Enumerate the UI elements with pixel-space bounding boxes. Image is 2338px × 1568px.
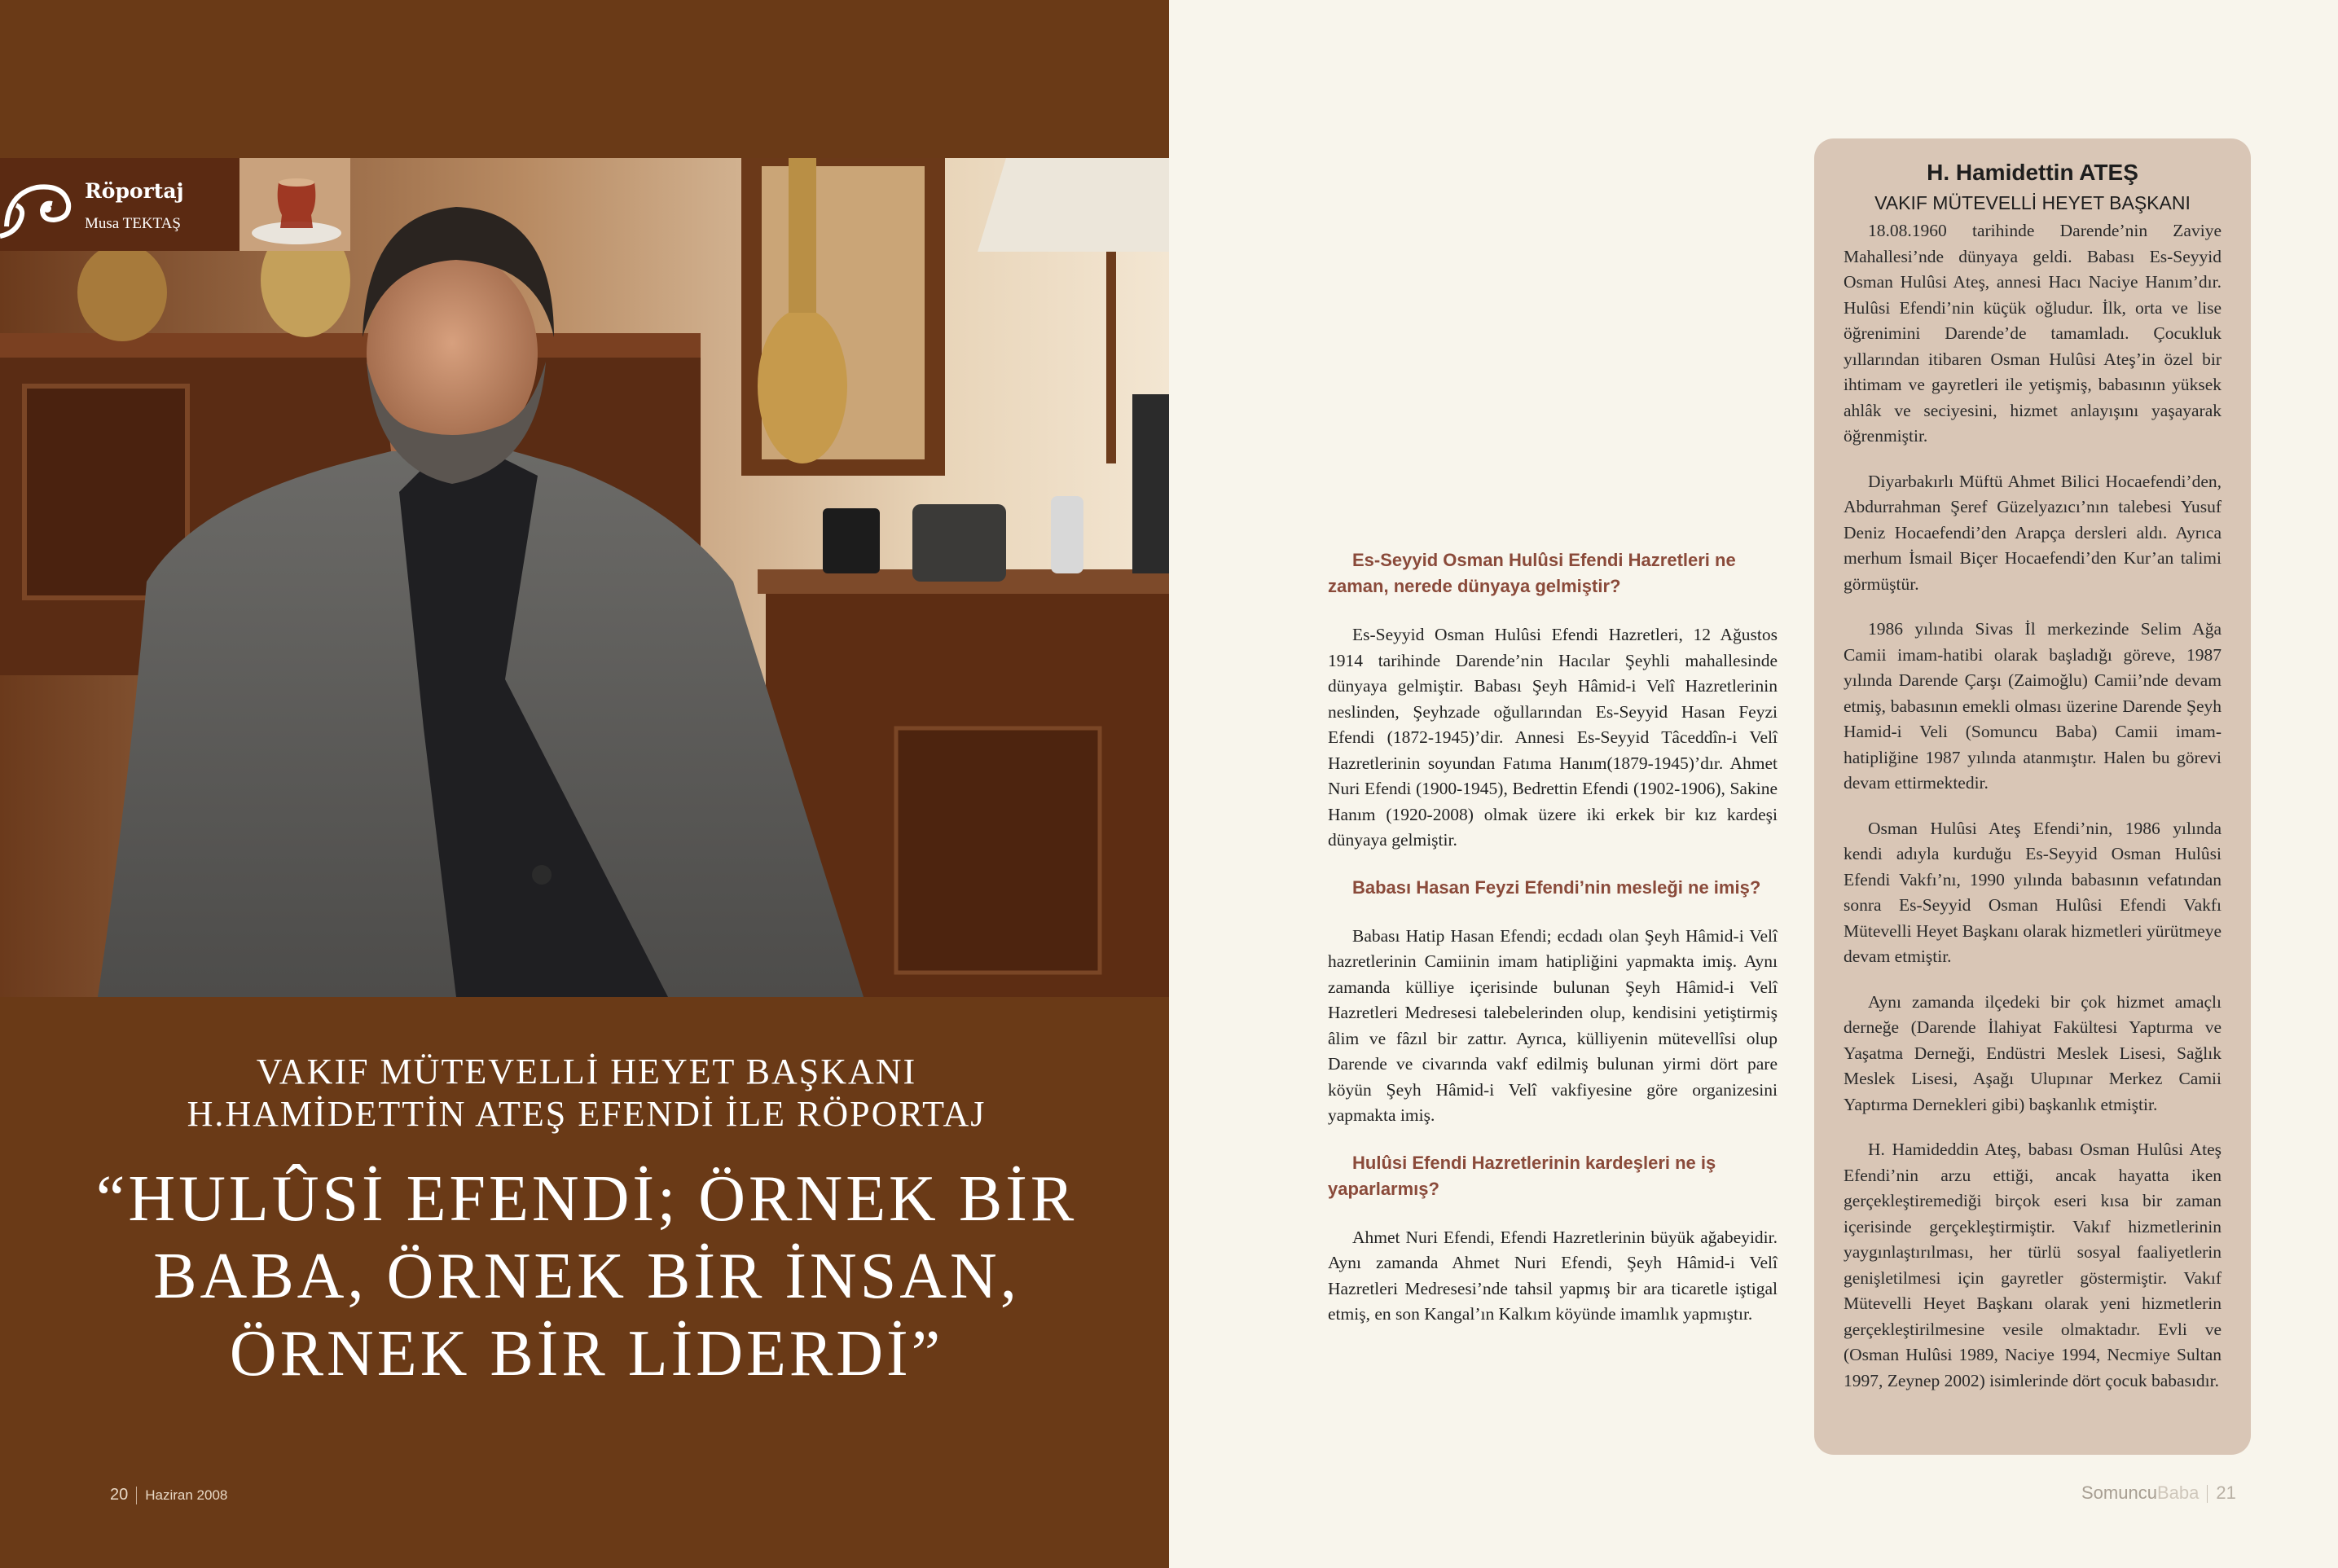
bio-paragraph: 1986 yılında Sivas İl merkezinde Selim Ağa Camii imam-hatibi olarak başladığı göreve, 1987 yılında Darende Çarşı (Zaimoğlu) Camii’nde devam etmiş, babasının emekli olması üzerine Darende Şeyh Hamid-i Veli (Somuncu Baba) Camii imam-hatipliğine 1987 yılında atanmıştır. Halen bu görevi devam ettirmektedir. [1844, 619, 2222, 793]
tea-glass-photo [240, 158, 350, 251]
subtitle-line-1: VAKIF MÜTEVELLİ HEYET BAŞKANI [256, 1052, 917, 1091]
answer-1: Es-Seyyid Osman Hulûsi Efendi Hazretleri, 12 Ağustos 1914 tarihinde Darende’nin Hacılar Şeyhli mahallesinde dünyaya gelmiştir. Babası Şeyh Hâmid-i Velî Hazretlerinin neslinden, Şeyhzade oğullarından Es-Seyyid Hasan Feyzi Efendi (1872-1945)’dir. Annesi Es-Seyyid Tâceddîn-i Velî Hazretlerinin soyundan Fatıma Hanım(1879-1945)’dır. Ahmet Nuri Efendi (1900-1945), Bedrettin Efendi (1902-1906), Sakine Hanım (1920-2008) olmak üzere iki erkek bir kız kardeşi dünyaya gelmiştir. [1328, 625, 1778, 850]
left-footer [110, 1486, 227, 1504]
magazine-logo: SomuncuBaba [2081, 1482, 2200, 1503]
question-3: Hulûsi Efendi Hazretlerinin kardeşleri ne iş yaparlarmış? [1328, 1152, 1716, 1199]
subtitle-line-2: H.HAMİDETTİN ATEŞ EFENDİ İLE RÖPORTAJ [187, 1094, 987, 1134]
bio-paragraph: H. Hamideddin Ateş, babası Osman Hulûsi Ateş Efendi’nin arzu ettiği, ancak hayatta iken gerçekleştiremediği birçok eseri kısa bir zaman içerisinde gerçekleştirmiştir. Vakıf hizmetlerinin yaygınlaştırılması, her türlü sosyal faaliyetlerin genişletilmesi için gayretler göstermiştir. Vakıf Mütevelli Heyet Başkanı olarak yeni hizmetlerin gerçekleştirilmesine vesile olmaktadır. Evli ve (Osman Hulûsi 1989, Naciye 1994, Necmiye Sultan 1997, Zeynep 2002) isimlerinde dört çocuk babasıdır. [1844, 1140, 2222, 1390]
author-name: Musa TEKTAŞ [85, 215, 181, 232]
headline-line-1: “HULÛSİ EFENDİ; ÖRNEK BİR [95, 1163, 1078, 1235]
footer-divider [2207, 1485, 2208, 1503]
interview-article [1328, 547, 1778, 1349]
answer-2: Babası Hatip Hasan Efendi; ecdadı olan Şeyh Hâmid-i Velî hazretlerinin Camiinin imam hatipliğini yapmakta imiş. Aynı zamanda külliye içerisinde bulunan Şeyh Hâmid-i Velî Hazretleri Medresesi talebelerinden olup, kendisini yetiştirmiş âlim ve fâzıl bir zattır. Ayrıca, külliyenin mütevellîsi olup Darende ve civarında vakf edilmiş bulunan yirmi dört pare köyün Şeyh Hâmid-i Velî vakfiyesine göre organizesini yapmakta imiş. [1328, 925, 1778, 1125]
question-2: Babası Hasan Feyzi Efendi’nin mesleği ne imiş? [1352, 876, 1761, 898]
bio-role: VAKIF MÜTEVELLİ HEYET BAŞKANI [1874, 192, 2191, 213]
headline-line-2: BABA, ÖRNEK BİR İNSAN, [153, 1241, 1020, 1312]
bio-name: H. Hamidettin ATEŞ [1927, 160, 2138, 185]
bio-paragraph: Aynı zamanda ilçedeki bir çok hizmet amaçlı derneğe (Darende İlahiyat Fakültesi Yaptırma ve Yaşatma Derneği, Endüstri Meslek Lisesi, Sağlık Meslek Lisesi, Aşağı Ulupınar Merkez Camii Yaptırma Dernekleri gibi) başkanlık etmiştir. [1844, 991, 2222, 1114]
bio-paragraph: Osman Hulûsi Ateş Efendi’nin, 1986 yılında kendi adıyla kurduğu Es-Seyyid Osman Hulûsi Efendi Vakfı’nı, 1990 yılında babasının vefatından sonra Es-Seyyid Osman Hulûsi Efendi Vakfı Mütevelli Heyet Başkanı olarak hizmetleri yürütmeye devam etmiştir. [1844, 818, 2222, 966]
section-tag [0, 158, 240, 251]
section-title: Röportaj [85, 179, 184, 203]
page-number: 20 [110, 1486, 129, 1504]
headline-line-3: ÖRNEK BİR LİDERDİ” [229, 1318, 944, 1390]
issue-date: Haziran 2008 [145, 1487, 228, 1503]
footer-divider [136, 1487, 137, 1504]
bio-paragraph: Diyarbakırlı Müftü Ahmet Bilici Hocaefendi’den, Abdurrahman Şeref Güzelyazıcı’nın talebesi Yusuf Deniz Hocaefendi’den Arapça dersleri aldı. Ayrıca merhum İsmail Biçer Hocaefendi’den Kur’an talimi görmüştür. [1844, 471, 2222, 594]
bio-box [1814, 138, 2251, 1455]
right-footer [2081, 1482, 2236, 1504]
ornament-icon [0, 169, 78, 243]
portrait-photo [0, 158, 1169, 997]
page-number: 21 [2216, 1482, 2236, 1503]
bio-paragraph: 18.08.1960 tarihinde Darende’nin Zaviye Mahallesi’nde dünyaya geldi. Babası Es-Seyyid Osman Hulûsi Ateş, annesi Hacı Naciye Hanım’dır. Hulûsi Efendi’nin küçük oğludur. İlk, orta ve lise öğrenimini Darende’de tamamladı. Çocukluk yıllarından itibaren Osman Hulûsi Ateş’in özel bir ihtimam ve gayretleri ile yetişmiş, babasının yüksek ahlâk ve seciyesini, hizmet anlayışını yaşayarak öğrenmiştir. [1844, 221, 2222, 446]
question-1: Es-Seyyid Osman Hulûsi Efendi Hazretleri ne zaman, nerede dünyaya gelmiştir? [1328, 550, 1736, 596]
headline [65, 1161, 1108, 1393]
answer-3: Ahmet Nuri Efendi, Efendi Hazretlerinin büyük ağabeyidir. Aynı zamanda Ahmet Nuri Efendi, Şeyh Hâmid-i Velî Hazretleri Medresesi’nde tahsil yapmış bir ara ticaretle iştigal etmiş, en son Kangal’ın Kalkım köyünde imamlık yapmıştır. [1328, 1227, 1778, 1324]
